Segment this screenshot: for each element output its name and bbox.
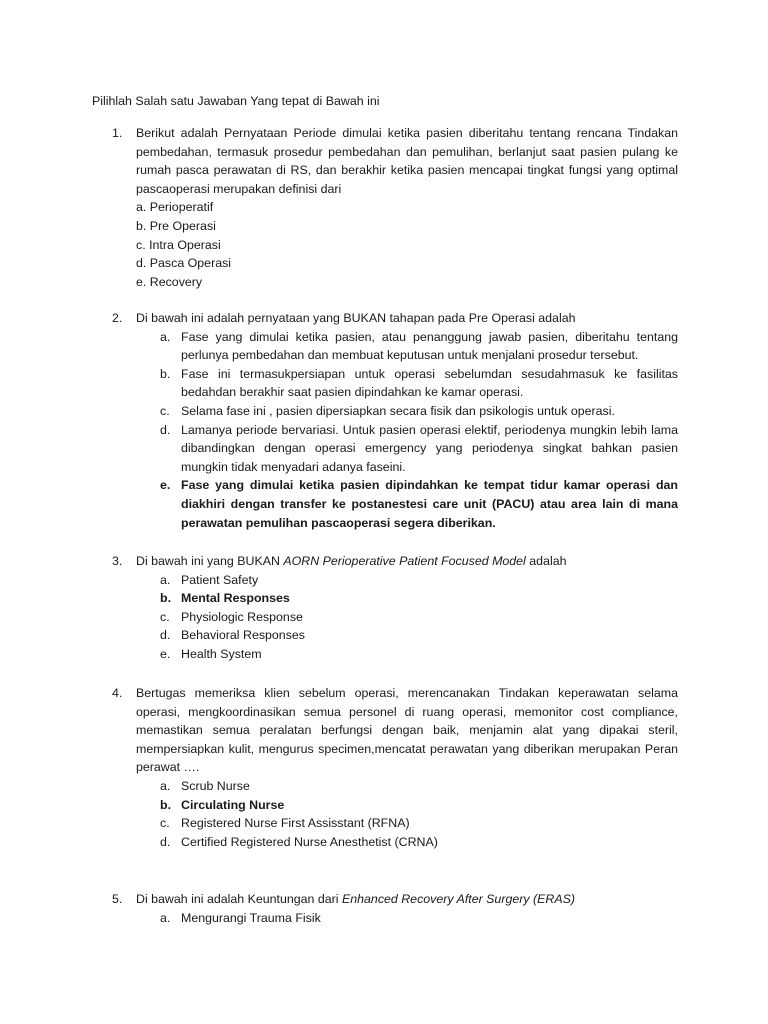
option-e bbox=[160, 476, 678, 532]
instructions-heading: Pilihlah Salah satu Jawaban Yang tepat di Bawah ini bbox=[92, 94, 380, 108]
option-letter: b. bbox=[160, 366, 171, 381]
option-list bbox=[160, 777, 678, 851]
option-a: a. Perioperatif bbox=[136, 200, 214, 215]
option-e bbox=[160, 645, 678, 664]
option-d bbox=[160, 833, 678, 852]
option-list bbox=[136, 198, 678, 291]
question-stem: Bertugas memeriksa klien sebelum operasi, merencanakan Tindakan keperawatan selama operasi, mengkoordinasikan semua personel di ruang operasi, memonitor cost compliance, memastikan semua peralatan berfungsi dengan baik, menjamin alat yang dipakai steril, mempersiapkan kulit, mengurus specimen,mencatat perawatan yang diberikan merupakan Peran perawat …. bbox=[136, 686, 678, 775]
option-text: Fase yang dimulai ketika pasien, atau penanggung jawab pasien, diberitahu tentang perlunya pembedahan dan membuat keputusan untuk menjalani prosedur tersebut. bbox=[181, 329, 678, 363]
option-text: Fase yang dimulai ketika pasien dipindahkan ke tempat tidur kamar operasi dan diakhiri dengan transfer ke postanestesi care unit (PACU) atau area lain di mana perawatan pemulihan pascaoperasi segera diberikan. bbox=[181, 478, 678, 530]
option-letter: e. bbox=[160, 478, 171, 493]
option-a bbox=[160, 909, 678, 928]
option-e: e. Recovery bbox=[136, 274, 203, 289]
option-b bbox=[160, 365, 678, 402]
option-letter: c. bbox=[160, 403, 170, 418]
question-number: 2. bbox=[112, 311, 123, 325]
option-d: d. Pasca Operasi bbox=[136, 256, 232, 271]
option-text: Mengurangi Trauma Fisik bbox=[181, 910, 321, 925]
option-letter: d. bbox=[160, 834, 171, 849]
question-number: 1. bbox=[112, 126, 123, 140]
option-c bbox=[160, 814, 678, 833]
option-text: Selama fase ini , pasien dipersiapkan secara fisik dan psikologis untuk operasi. bbox=[181, 403, 615, 418]
option-letter: a. bbox=[160, 910, 171, 925]
option-text: Mental Responses bbox=[181, 591, 290, 606]
option-a bbox=[160, 328, 678, 365]
option-b bbox=[160, 589, 678, 608]
question-number: 5. bbox=[112, 892, 123, 906]
option-letter: a. bbox=[160, 329, 171, 344]
option-text: Certified Registered Nurse Anesthetist (CRNA) bbox=[181, 834, 438, 849]
option-text: Patient Safety bbox=[181, 572, 259, 587]
question-stem: Di bawah ini adalah pernyataan yang BUKAN tahapan pada Pre Operasi adalah bbox=[136, 311, 576, 325]
option-d bbox=[160, 626, 678, 645]
option-c bbox=[160, 608, 678, 627]
option-letter: a. bbox=[160, 572, 171, 587]
option-letter: b. bbox=[160, 797, 172, 812]
option-b bbox=[160, 796, 678, 815]
option-c: c. Intra Operasi bbox=[136, 237, 221, 252]
question-number: 3. bbox=[112, 554, 123, 568]
option-d bbox=[160, 421, 678, 477]
option-letter: d. bbox=[160, 628, 171, 643]
question-3 bbox=[92, 552, 678, 664]
option-text: Scrub Nurse bbox=[181, 778, 250, 793]
option-text: Behavioral Responses bbox=[181, 628, 305, 643]
question-number: 4. bbox=[112, 686, 123, 700]
option-list bbox=[160, 909, 678, 928]
stem-model-name: AORN Perioperative Patient Focused Model bbox=[283, 554, 526, 568]
option-text: Health System bbox=[181, 646, 262, 661]
option-text: Fase ini termasukpersiapan untuk operasi sebelumdan sesudahmasuk ke fasilitas bedahdan berakhir saat pasien dipindahkan ke kamar operasi. bbox=[181, 366, 678, 400]
question-2 bbox=[92, 309, 678, 532]
stem-method-name: Enhanced Recovery After Surgery (ERAS) bbox=[341, 892, 575, 906]
question-stem bbox=[136, 890, 678, 909]
stem-text: adalah bbox=[525, 554, 567, 568]
option-letter: c. bbox=[160, 816, 170, 831]
option-b: b. Pre Operasi bbox=[136, 218, 216, 233]
option-text: Circulating Nurse bbox=[181, 797, 285, 812]
option-letter: b. bbox=[160, 591, 172, 606]
option-letter: d. bbox=[160, 422, 171, 437]
option-letter: c. bbox=[160, 609, 170, 624]
stem-text: Di bawah ini adalah Keuntungan dari bbox=[136, 892, 342, 906]
stem-text: Di bawah ini yang BUKAN bbox=[136, 554, 284, 568]
option-list bbox=[160, 571, 678, 664]
question-4 bbox=[92, 684, 678, 851]
option-c bbox=[160, 402, 678, 421]
option-letter: e. bbox=[160, 646, 171, 661]
option-text: Lamanya periode bervariasi. Untuk pasien operasi elektif, periodenya mungkin lebih lama dibandingkan dengan operasi emergency yang periodenya singkat bahkan pasien mungkin tidak menyadari adanya faseini. bbox=[181, 422, 678, 474]
question-stem bbox=[136, 552, 678, 571]
option-a bbox=[160, 777, 678, 796]
option-a bbox=[160, 571, 678, 590]
option-letter: a. bbox=[160, 778, 171, 793]
option-text: Physiologic Response bbox=[181, 609, 303, 624]
question-5 bbox=[92, 890, 678, 927]
option-text: Registered Nurse First Assisstant (RFNA) bbox=[181, 816, 410, 831]
question-1 bbox=[92, 124, 678, 291]
option-list bbox=[160, 328, 678, 533]
question-stem: Berikut adalah Pernyataan Periode dimulai ketika pasien diberitahu tentang rencana Tindakan pembedahan, termasuk prosedur pembedahan dan pemulihan, berlanjut saat pasien pulang ke rumah pasca perawatan di RS, dan berakhir ketika pasien mencapai tingkat fungsi yang optimal pascaoperasi merupakan definisi dari bbox=[136, 126, 678, 196]
